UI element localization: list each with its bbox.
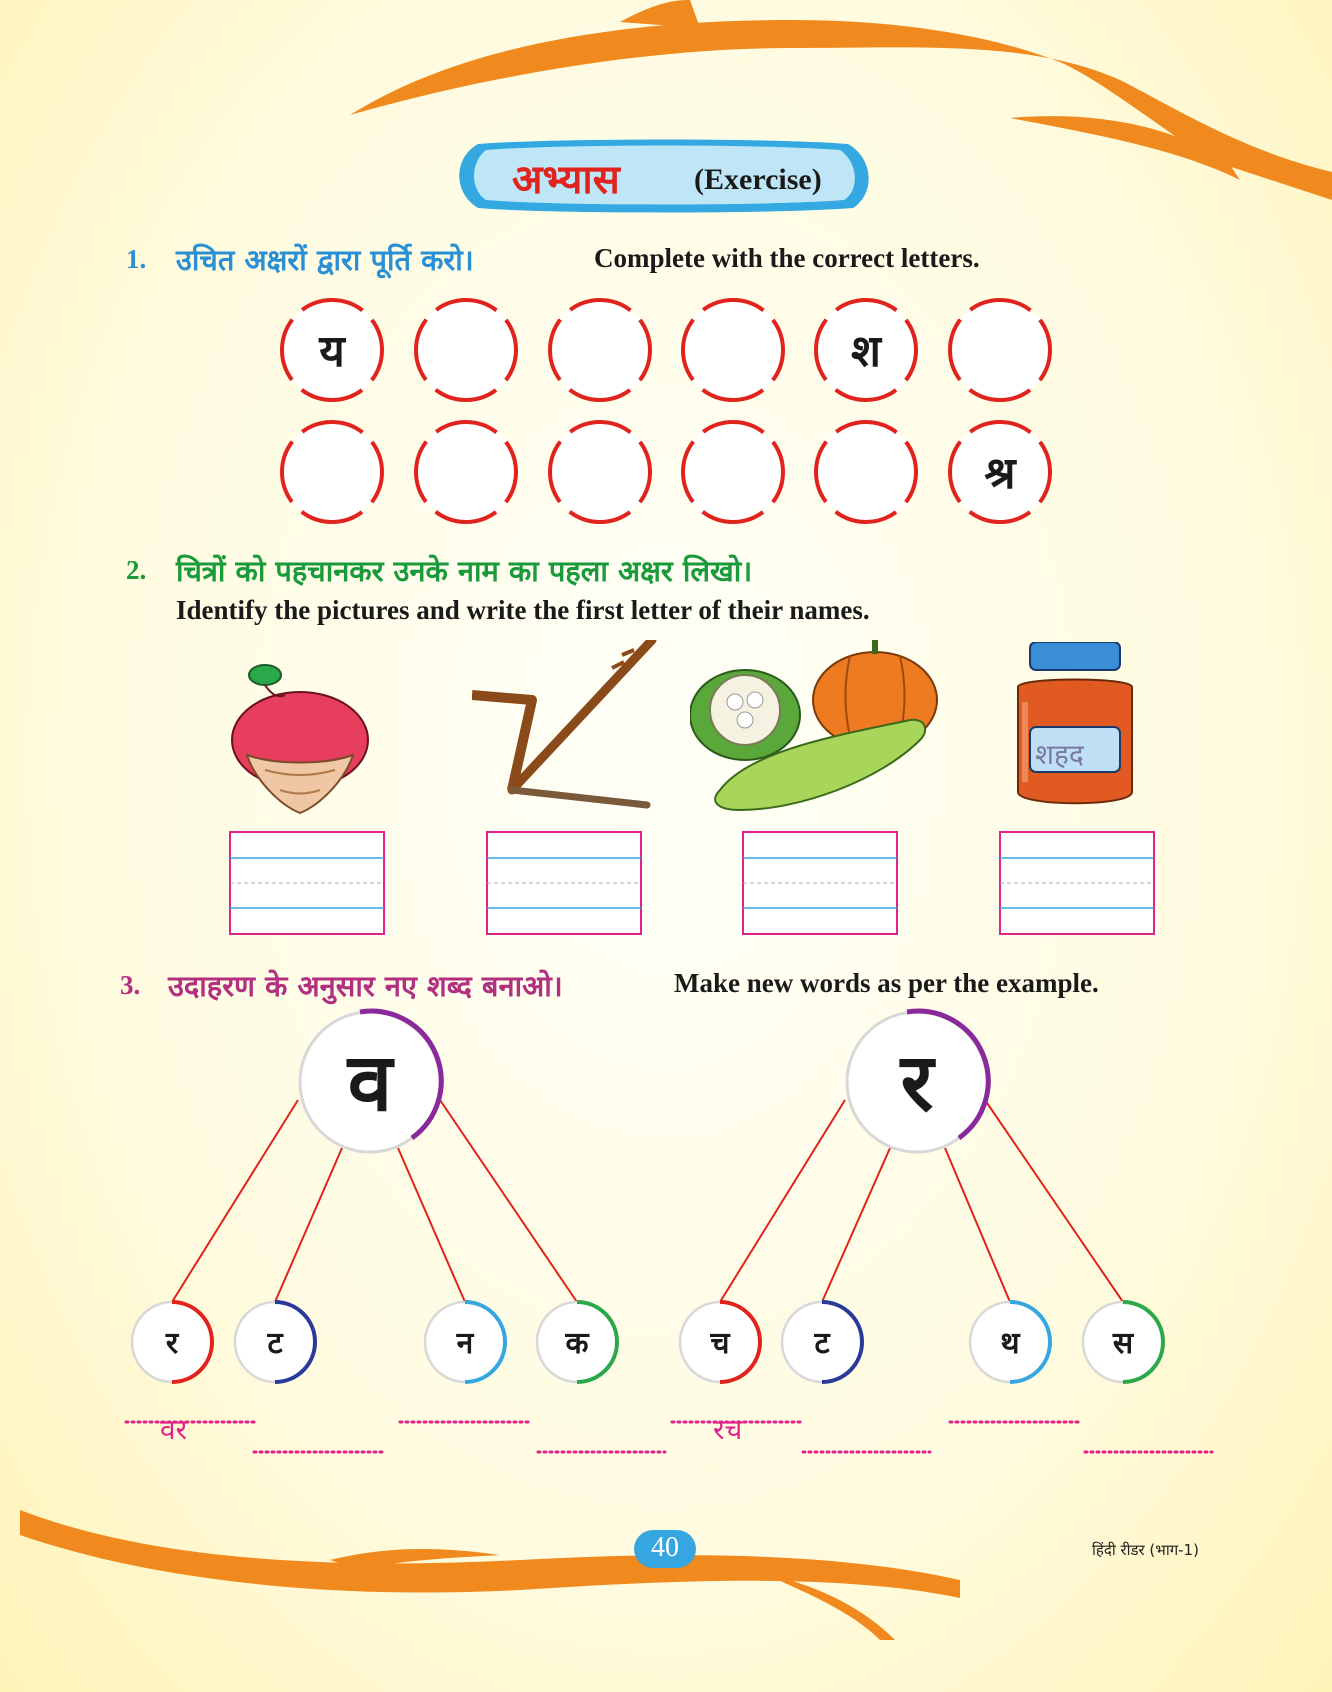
root-letter: व xyxy=(347,1036,393,1129)
jar-label-text: शहद xyxy=(1035,738,1084,771)
book-title: हिंदी रीडर (भाग-1) xyxy=(1092,1541,1199,1559)
title-hindi: अभ्यास xyxy=(512,157,620,203)
given-letter: श्र xyxy=(984,448,1016,499)
example-answer-1: वर xyxy=(160,1413,188,1446)
q1-text-hindi: उचित अक्षरों द्वारा पूर्ति करो। xyxy=(176,243,474,277)
q3-text-english: Make new words as per the example. xyxy=(674,968,1099,998)
q1-number: 1. xyxy=(126,244,147,274)
leaf-letter: स xyxy=(1112,1326,1134,1361)
q2-number: 2. xyxy=(126,555,147,585)
q3-number: 3. xyxy=(120,970,141,1000)
leaf-letter: च xyxy=(710,1326,730,1361)
q2-text-hindi: चित्रों को पहचानकर उनके नाम का पहला अक्षर लिखो। xyxy=(176,554,753,588)
leaf-letter: ट xyxy=(814,1326,830,1361)
example-answer-2: रच xyxy=(713,1413,743,1446)
title-english: (Exercise) xyxy=(694,163,822,196)
q2-text-english: Identify the pictures and write the first letter of their names. xyxy=(176,595,870,625)
leaf-letter: थ xyxy=(1000,1326,1020,1361)
leaf-letter: र xyxy=(165,1326,179,1361)
q3-text-hindi: उदाहरण के अनुसार नए शब्द बनाओ। xyxy=(168,969,563,1003)
leaf-letter: क xyxy=(565,1326,589,1361)
leaf-letter: ट xyxy=(267,1326,283,1361)
given-letter: य xyxy=(319,326,345,377)
leaf-letter: न xyxy=(456,1326,474,1361)
page-number: 40 xyxy=(651,1532,679,1563)
q1-text-english: Complete with the correct letters. xyxy=(594,243,980,273)
given-letter: श xyxy=(851,326,881,377)
root-letter: र xyxy=(900,1036,934,1129)
